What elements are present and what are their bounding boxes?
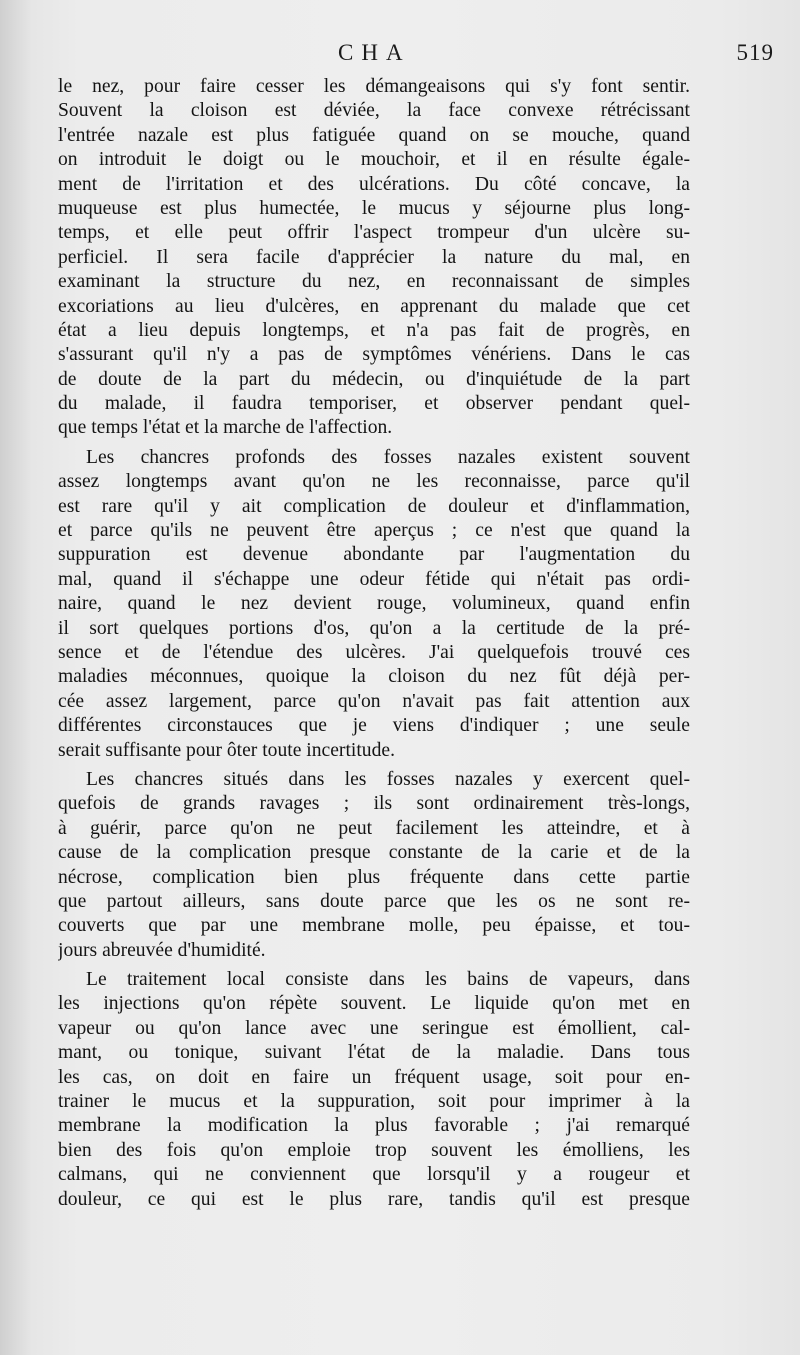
text-line: membrane la modification la plus favorable ; j'ai remarqué xyxy=(58,1115,690,1137)
text-line: ment de l'irritation et des ulcérations. Du côté concave, la xyxy=(58,173,690,195)
text-line: perficiel. Il sera facile d'apprécier la nature du mal, en xyxy=(58,246,690,268)
text-line: à guérir, parce qu'on ne peut facilement les atteindre, et à xyxy=(58,817,690,839)
text-line: douleur, ce qui est le plus rare, tandis qu'il est presque xyxy=(58,1188,690,1210)
text-line: quefois de grands ravages ; ils sont ordinairement très-longs, xyxy=(58,793,690,815)
text-line: que partout ailleurs, sans doute parce que les os ne sont re- xyxy=(58,890,690,912)
text-line: couverts que par une membrane molle, peu épaisse, et tou- xyxy=(58,915,690,937)
text-line: les injections qu'on répète souvent. Le liquide qu'on met en xyxy=(58,993,690,1015)
running-head xyxy=(58,40,778,74)
text-line: naire, quand le nez devient rouge, volumineux, quand enfin xyxy=(58,593,690,615)
text-line: vapeur ou qu'on lance avec une seringue est émollient, cal- xyxy=(58,1017,690,1039)
text-line: jours abreuvée d'humidité. xyxy=(58,939,266,961)
text-line: cée assez largement, parce qu'on n'avait pas fait attention aux xyxy=(58,690,690,712)
text-line: l'entrée nazale est plus fatiguée quand on se mouche, quand xyxy=(58,124,690,146)
text-line: le nez, pour faire cesser les démangeaisons qui s'y font sentir. xyxy=(58,76,690,97)
text-line: que temps l'état et la marche de l'affection. xyxy=(58,417,393,439)
text-line: mal, quand il s'échappe une odeur fétide qui n'était pas ordi- xyxy=(58,568,690,590)
text-line: il sort quelques portions d'os, qu'on a la certitude de la pré- xyxy=(58,617,690,639)
text-line: serait suffisante pour ôter toute incertitude. xyxy=(58,739,395,761)
text-line: Les chancres profonds des fosses nazales existent souvent xyxy=(86,446,690,468)
text-line: trainer le mucus et la suppuration, soit pour imprimer à la xyxy=(58,1091,690,1113)
text-line: examinant la structure du nez, en reconnaissant de simples xyxy=(58,271,690,293)
text-line: différentes circonstauces que je viens d'indiquer ; une seule xyxy=(58,715,690,737)
page-number: 519 xyxy=(736,40,774,65)
text-line: muqueuse est plus humectée, le mucus y séjourne plus long- xyxy=(58,197,690,219)
text-line: bien des fois qu'on emploie trop souvent les émolliens, les xyxy=(58,1139,690,1161)
text-line: les cas, on doit en faire un fréquent usage, soit pour en- xyxy=(58,1066,690,1088)
text-line: cause de la complication presque constante de la carie et de la xyxy=(58,842,690,864)
text-line: suppuration est devenue abondante par l'augmentation du xyxy=(58,544,690,566)
text-line: assez longtemps avant qu'on ne les reconnaisse, parce qu'il xyxy=(58,471,690,493)
text-line: Les chancres situés dans les fosses nazales y exercent quel- xyxy=(86,768,690,790)
body-text xyxy=(58,75,690,1212)
text-line: et parce qu'ils ne peuvent être aperçus ; ce n'est que quand la xyxy=(58,520,690,542)
running-title: CHA xyxy=(338,40,411,65)
text-line: temps, et elle peut offrir l'aspect trompeur d'un ulcère su- xyxy=(58,222,690,244)
paragraph xyxy=(58,968,690,1212)
text-line: état a lieu depuis longtemps, et n'a pas fait de progrès, en xyxy=(58,319,690,341)
text-line: du malade, il faudra temporiser, et observer pendant quel- xyxy=(58,393,690,415)
text-line: Souvent la cloison est déviée, la face convexe rétrécissant xyxy=(58,100,690,122)
paragraph xyxy=(58,768,690,963)
paragraph xyxy=(58,446,690,763)
text-line: s'assurant qu'il n'y a pas de symptômes vénériens. Dans le cas xyxy=(58,344,690,366)
text-line: maladies méconnues, quoique la cloison du nez fût déjà per- xyxy=(58,666,690,688)
text-line: mant, ou tonique, suivant l'état de la maladie. Dans tous xyxy=(58,1042,690,1064)
text-line: de doute de la part du médecin, ou d'inquiétude de la part xyxy=(58,368,690,390)
text-line: sence et de l'étendue des ulcères. J'ai quelquefois trouvé ces xyxy=(58,641,690,663)
text-line: on introduit le doigt ou le mouchoir, et il en résulte égale- xyxy=(58,149,690,171)
text-line: Le traitement local consiste dans les bains de vapeurs, dans xyxy=(86,969,690,991)
text-line: nécrose, complication bien plus fréquente dans cette partie xyxy=(58,866,690,888)
text-line: est rare qu'il y ait complication de douleur et d'inflammation, xyxy=(58,495,690,517)
text-line: excoriations au lieu d'ulcères, en apprenant du malade que cet xyxy=(58,295,690,317)
text-line: calmans, qui ne conviennent que lorsqu'il y a rougeur et xyxy=(58,1164,690,1186)
paragraph xyxy=(58,75,690,441)
